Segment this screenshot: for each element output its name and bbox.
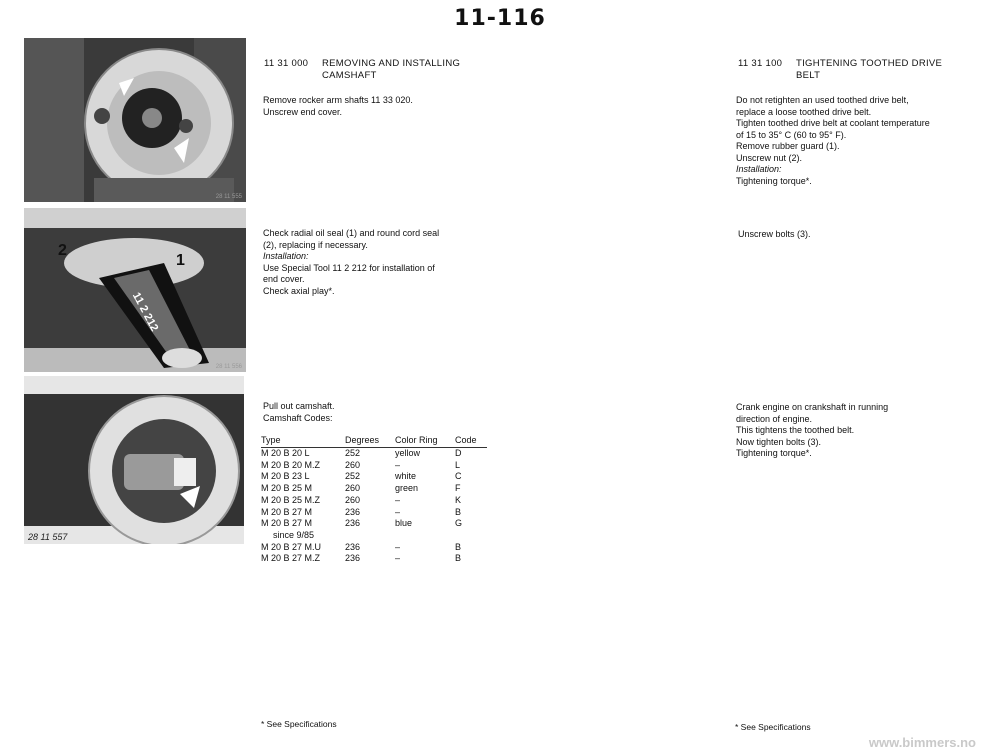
cell-type: M 20 B 25 M — [261, 483, 313, 494]
right-block-1-line: of 15 to 35° C (60 to 95° F). — [736, 129, 847, 140]
left-block-1-line: Unscrew end cover. — [263, 106, 343, 117]
cell-degrees: 236 — [345, 506, 361, 517]
table-row — [261, 495, 487, 507]
cell-type: M 20 B 20 M.Z — [261, 459, 321, 470]
cell-type: M 20 B 27 M.U — [261, 541, 322, 552]
cell-color-ring: yellow — [395, 448, 421, 458]
right-block-3-line: Tightening torque*. — [736, 448, 812, 458]
left-heading-line1: REMOVING AND INSTALLING — [322, 58, 461, 69]
header-type: Type — [261, 435, 345, 448]
cell-color-ring: blue — [395, 518, 413, 529]
cell-degrees: 236 — [345, 518, 361, 529]
cell-code — [455, 530, 487, 542]
right-block-1 — [736, 95, 930, 187]
engine-photo-1-drawing — [24, 38, 246, 202]
photo-3-label: 28 11 557 — [28, 532, 68, 542]
cell-color-ring: – — [395, 541, 401, 552]
cell-type: M 20 B 27 M — [261, 506, 313, 517]
cell-degrees: 260 — [345, 483, 361, 494]
cell-degrees: 252 — [345, 448, 361, 458]
left-footnote: * See Specifications — [261, 719, 337, 729]
end-cover-tool-photo — [24, 208, 246, 372]
watermark: www.bimmers.no — [868, 735, 976, 750]
cell-code: L — [455, 459, 461, 470]
engine-photo-3-drawing — [24, 376, 244, 544]
cell-degrees — [345, 530, 395, 542]
cell-color-ring: green — [395, 483, 419, 494]
right-block-1-line: Unscrew nut (2). — [736, 152, 803, 163]
table-row — [261, 460, 487, 472]
photo-2-label: 28 11 556 — [215, 364, 242, 370]
right-block-3 — [736, 402, 888, 460]
left-heading — [264, 58, 460, 82]
page-number: 11-116 — [454, 6, 546, 31]
tool-marking: 11 2 212 — [129, 290, 161, 334]
cell-code: G — [455, 518, 463, 529]
right-footnote: * See Specifications — [735, 722, 811, 732]
right-block-3-line: direction of engine. — [736, 413, 813, 424]
cell-color-ring: white — [395, 471, 417, 482]
cell-color-ring — [395, 530, 455, 542]
cell-degrees: 260 — [345, 494, 361, 505]
cell-code: K — [455, 494, 462, 505]
left-block-3-line: Pull out camshaft. — [263, 401, 335, 411]
table-header-row — [261, 435, 487, 448]
cell-type: M 20 B 27 M — [261, 518, 313, 529]
table-body — [261, 448, 487, 566]
right-block-1-line: replace a loose toothed drive belt. — [736, 106, 872, 117]
pull-out-camshaft-photo — [24, 376, 244, 544]
header-color-ring: Color Ring — [395, 435, 455, 448]
cell-color-ring: – — [395, 494, 401, 505]
right-block-2-line: Unscrew bolts (3). — [738, 229, 811, 239]
cell-type: since 9/85 — [273, 529, 315, 540]
left-block-1-line: Remove rocker arm shafts 11 33 020. — [263, 95, 413, 105]
right-block-1-torque: Tightening torque*. — [736, 175, 812, 186]
left-block-2-line: (2), replacing if necessary. — [263, 239, 368, 250]
callout-2: 2 — [58, 242, 67, 259]
right-block-2 — [738, 229, 811, 241]
table-row — [261, 530, 487, 542]
camshaft-codes-table — [261, 435, 487, 565]
cell-code: B — [455, 541, 462, 552]
table-row — [261, 507, 487, 519]
right-heading — [738, 58, 942, 82]
left-block-3 — [263, 401, 335, 424]
cell-degrees: 252 — [345, 471, 361, 482]
right-block-1-line: Tighten toothed drive belt at coolant temperature — [736, 118, 930, 128]
cell-color-ring: – — [395, 506, 401, 517]
header-code: Code — [455, 435, 487, 448]
callout-1: 1 — [176, 252, 185, 269]
cell-type: M 20 B 27 M.Z — [261, 553, 321, 564]
cell-type: M 20 B 25 M.Z — [261, 494, 321, 505]
engine-photo-2-drawing — [24, 208, 246, 372]
left-heading-number: 11 31 000 — [264, 58, 309, 69]
cell-color-ring: – — [395, 459, 401, 470]
cell-code: F — [455, 483, 461, 494]
camshaft-end-cover-photo — [24, 38, 246, 202]
cell-code: B — [455, 553, 462, 564]
left-block-1 — [263, 95, 413, 118]
left-block-2-installation: Installation: — [263, 251, 309, 261]
right-block-1-installation: Installation: — [736, 164, 782, 174]
left-block-2-line: end cover. — [263, 274, 305, 284]
left-block-2-line: Check radial oil seal (1) and round cord seal — [263, 228, 440, 238]
left-block-2-line: Use Special Tool 11 2 212 for installation of — [263, 262, 435, 273]
cell-type: M 20 B 20 L — [261, 448, 310, 458]
right-block-3-line: Now tighten bolts (3). — [736, 436, 822, 447]
table-row — [261, 553, 487, 565]
table-row — [261, 542, 487, 554]
left-heading-line2: CAMSHAFT — [322, 70, 377, 81]
right-heading-number: 11 31 100 — [738, 58, 783, 69]
cell-code: C — [455, 471, 462, 482]
cell-code: D — [455, 448, 462, 458]
table-row — [261, 483, 487, 495]
left-block-2 — [263, 228, 439, 297]
cell-degrees: 236 — [345, 553, 361, 564]
cell-degrees: 236 — [345, 541, 361, 552]
right-heading-line1: TIGHTENING TOOTHED DRIVE — [796, 58, 943, 69]
photo-1-label: 28 11 555 — [215, 194, 242, 200]
left-block-2-line: Check axial play*. — [263, 285, 335, 296]
header-degrees: Degrees — [345, 435, 395, 448]
left-block-3-line: Camshaft Codes: — [263, 412, 333, 423]
right-block-1-line: Do not retighten an used toothed drive belt, — [736, 95, 909, 105]
right-block-1-line: Remove rubber guard (1). — [736, 141, 840, 151]
table-row — [261, 518, 487, 530]
cell-degrees: 260 — [345, 459, 361, 470]
right-heading-line2: BELT — [796, 70, 821, 81]
table-row — [261, 448, 487, 460]
cell-code: B — [455, 506, 462, 517]
cell-type: M 20 B 23 L — [261, 471, 310, 482]
right-block-3-line: This tightens the toothed belt. — [736, 425, 855, 435]
table-row — [261, 471, 487, 483]
right-block-3-line: Crank engine on crankshaft in running — [736, 402, 889, 412]
cell-color-ring: – — [395, 553, 401, 564]
